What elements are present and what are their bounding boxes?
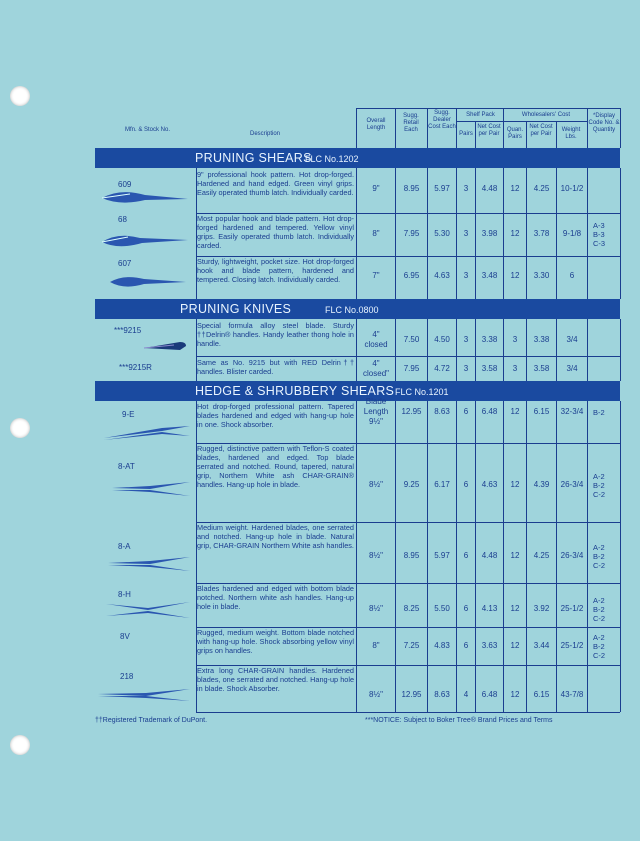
cell-weight: 9-1/8: [562, 229, 582, 238]
rule: [503, 108, 504, 148]
cell-pairs: 4: [463, 690, 469, 699]
header-quan: Quan. Pairs: [506, 127, 524, 140]
cell-pairs: 3: [463, 271, 469, 280]
stock-number: 8-H: [118, 590, 131, 599]
rule: [395, 108, 396, 148]
item-description: Extra long CHAR-GRAIN handles. Hardened blades, one serrated and notched. Hang-up hole in blade. Shock Absorber.: [197, 666, 354, 693]
cell-retail: 12.95: [401, 690, 422, 699]
cell-pairs: 6: [463, 551, 469, 560]
hedge-shear-9e-image: [102, 422, 192, 444]
cell-dealer: 4.50: [434, 335, 450, 344]
hedge-shear-8h-image: [104, 598, 192, 622]
cell-length: 8½": [369, 480, 383, 489]
cell-wnet: 4.25: [533, 551, 550, 560]
header-net-cost: Net Cost per Pair: [477, 124, 501, 137]
cell-net: 4.13: [481, 604, 498, 613]
cell-display-code: A-2 B-2 C-2: [593, 471, 606, 499]
cell-length: 8½": [369, 604, 383, 613]
section-title: PRUNING SHEARS: [195, 151, 312, 165]
cell-retail: 7.25: [403, 641, 420, 650]
cell-wnet: 3.92: [533, 604, 550, 613]
header-display: *Display Code No. & Quantity: [588, 113, 620, 133]
stock-number: 607: [118, 259, 132, 268]
cell-length: Blade Length 9½": [363, 397, 389, 426]
header-wnet: Net Cost per Pair: [529, 124, 553, 137]
header-overall-length: Overall Length: [366, 118, 386, 131]
hedge-shear-218-image: [96, 684, 192, 706]
stock-number: 68: [118, 215, 127, 224]
cell-dealer: 6.17: [434, 480, 450, 489]
hedge-shear-8a-image: [106, 553, 192, 575]
cell-net: 6.48: [481, 690, 498, 699]
pruning-shear-68-image: [100, 228, 190, 250]
cell-length: 8": [372, 641, 380, 650]
cell-wnet: 3.78: [533, 229, 550, 238]
rule: [427, 108, 428, 148]
rule: [356, 108, 357, 148]
cell-dealer: 8.63: [434, 407, 450, 416]
stock-number: 218: [120, 672, 134, 681]
cell-length: 4" closed: [364, 330, 388, 349]
rule: [587, 168, 588, 299]
cell-quan: 12: [510, 690, 520, 699]
cell-wnet: 3.38: [533, 335, 550, 344]
pruning-shear-609-image: [100, 186, 190, 208]
cell-pairs: 3: [463, 229, 469, 238]
section-band-pruning-knives: [95, 299, 620, 319]
cell-net: 4.48: [481, 551, 498, 560]
rule: [620, 168, 621, 299]
cell-retail: 8.95: [403, 184, 420, 193]
header-mfr-stock: Mfn. & Stock No.: [125, 127, 171, 133]
header-description: Description: [249, 131, 280, 137]
header-wholesalers: Wholesalers' Cost: [521, 112, 571, 118]
rule: [587, 401, 588, 712]
cell-weight: 32-3/4: [560, 407, 584, 416]
cell-weight: 25-1/2: [560, 641, 584, 650]
punch-hole: [10, 418, 30, 438]
header-shelf-pack: Shelf Pack: [466, 112, 495, 118]
cell-weight: 25-1/2: [560, 604, 584, 613]
item-description: 9" professional hook pattern. Hot drop-forged. Hardened and hand edged. Green vinyl grips. Easily operated thumb latch. Individually carded.: [197, 170, 354, 197]
stock-number: ***9215: [114, 326, 142, 335]
cell-net: 3.58: [481, 364, 498, 373]
rule: [475, 121, 476, 148]
section-flc: FLC No.1202: [305, 154, 359, 164]
cell-display-code: A-2 B-2 C-2: [593, 632, 606, 660]
header-pairs: Pairs: [459, 131, 473, 137]
item-description: Sturdy, lightweight, pocket size. Hot drop-forged hook and blade pattern, hardened and tempered. Closing latch. Individually carded.: [197, 257, 354, 284]
cell-weight: 26-3/4: [560, 551, 584, 560]
cell-display-code: A-3 B-3 C-3: [593, 220, 606, 248]
header-retail: Sugg. Retail Each: [403, 113, 419, 133]
cell-pairs: 6: [463, 641, 469, 650]
stock-number: 8V: [120, 632, 130, 641]
cell-weight: 6: [569, 271, 575, 280]
trademark-footnote: ††Registered Trademark of DuPont.: [95, 717, 208, 724]
cell-quan: 12: [510, 407, 520, 416]
section-title: PRUNING KNIVES: [180, 302, 292, 316]
cell-dealer: 5.97: [434, 551, 450, 560]
cell-pairs: 6: [463, 480, 469, 489]
cell-wnet: 6.15: [533, 407, 550, 416]
cell-wnet: 4.25: [533, 184, 550, 193]
rule: [620, 319, 621, 381]
cell-dealer: 4.83: [434, 641, 450, 650]
section-flc: FLC No.0800: [325, 305, 379, 315]
cell-length: 8½": [369, 690, 383, 699]
cell-wnet: 3.58: [533, 364, 550, 373]
cell-dealer: 4.63: [434, 271, 450, 280]
cell-pairs: 6: [463, 604, 469, 613]
cell-net: 3.98: [481, 229, 498, 238]
cell-retail: 12.95: [401, 407, 422, 416]
cell-quan: 3: [512, 335, 518, 344]
rule: [587, 108, 588, 148]
hedge-shear-8at-image: [110, 478, 192, 500]
cell-quan: 12: [510, 229, 520, 238]
rule: [620, 401, 621, 712]
notice-footnote: ***NOTICE: Subject to Boker Tree® Brand Prices and Terms: [365, 717, 553, 724]
cell-retail: 9.25: [403, 480, 420, 489]
cell-net: 4.63: [481, 480, 498, 489]
cell-dealer: 5.97: [434, 184, 450, 193]
punch-hole: [10, 86, 30, 106]
cell-quan: 3: [512, 364, 518, 373]
item-description: Rugged, medium weight. Bottom blade notched with hang-up hole. Shock absorbing yellow vinyl grips on handles.: [197, 628, 354, 655]
cell-net: 3.48: [481, 271, 498, 280]
cell-quan: 12: [510, 271, 520, 280]
punch-hole: [10, 735, 30, 755]
cell-net: 3.63: [481, 641, 498, 650]
rule: [196, 712, 620, 713]
cell-quan: 12: [510, 641, 520, 650]
cell-wnet: 6.15: [533, 690, 550, 699]
item-description: Rugged, distinctive pattern with Teflon-S coated blades, hardened and edged. Top blade serrated and notched. Round, tapered, natural grip, Northern White ash CHAR-GRAIN® handles. Hang-up hole in blade.: [197, 444, 354, 489]
cell-retail: 6.95: [403, 271, 420, 280]
cell-length: 7": [372, 271, 380, 280]
cell-net: 4.48: [481, 184, 498, 193]
stock-number: ***9215R: [119, 363, 152, 372]
cell-dealer: 4.72: [434, 364, 450, 373]
cell-net: 3.38: [481, 335, 498, 344]
stock-number: 8-AT: [118, 462, 135, 471]
stock-number: 8-A: [118, 542, 131, 551]
cell-weight: 10-1/2: [560, 184, 584, 193]
item-description: Blades hardened and edged with bottom blade notched. Northern white ash handles. Hang-up hole in blade.: [197, 584, 354, 611]
cell-pairs: 6: [463, 407, 469, 416]
cell-quan: 12: [510, 480, 520, 489]
section-flc: FLC No.1201: [395, 387, 449, 397]
cell-dealer: 8.63: [434, 690, 450, 699]
item-description: Medium weight. Hardened blades, one serrated and notched. Hang-up hole in blade. Natural grip, CHAR-GRAIN Northern White ash handles.: [197, 523, 354, 550]
pruning-knife-9215-image: [140, 336, 190, 356]
cell-weight: 3/4: [566, 364, 578, 373]
stock-number: 609: [118, 180, 132, 189]
rule: [587, 319, 588, 381]
cell-weight: 43-7/8: [560, 690, 584, 699]
cell-display-code: A-2 B-2 C-2: [593, 542, 606, 570]
cell-weight: 26-3/4: [560, 480, 584, 489]
cell-length: 8": [372, 229, 380, 238]
cell-length: 8½": [369, 551, 383, 560]
cell-pairs: 3: [463, 364, 469, 373]
cell-dealer: 5.50: [434, 604, 450, 613]
cell-quan: 12: [510, 551, 520, 560]
cell-length: 9": [372, 184, 380, 193]
cell-quan: 12: [510, 604, 520, 613]
cell-dealer: 5.30: [434, 229, 450, 238]
rule: [526, 121, 527, 148]
cell-retail: 7.95: [403, 364, 420, 373]
stock-number: 9-E: [122, 410, 135, 419]
cell-display-code: A-2 B-2 C-2: [593, 595, 606, 623]
cell-wnet: 4.39: [533, 480, 550, 489]
cell-net: 6.48: [481, 407, 498, 416]
pruning-shear-607-image: [108, 270, 188, 292]
item-description: Most popular hook and blade pattern. Hot drop-forged hardened and tempered. Yellow vinyl grips. Easily operated thumb latch. Individually carded.: [197, 214, 354, 250]
cell-retail: 8.25: [403, 604, 420, 613]
rule: [620, 108, 621, 148]
cell-display-code: B-2: [593, 407, 605, 417]
cell-pairs: 3: [463, 184, 469, 193]
cell-wnet: 3.44: [533, 641, 550, 650]
section-title: HEDGE & SHRUBBERY SHEARS: [195, 384, 395, 398]
rule: [556, 121, 557, 148]
rule: [456, 108, 457, 148]
cell-retail: 8.95: [403, 551, 420, 560]
cell-pairs: 3: [463, 335, 469, 344]
cell-retail: 7.50: [403, 335, 420, 344]
cell-length: 4" closed": [363, 359, 389, 378]
cell-weight: 3/4: [566, 335, 578, 344]
header-weight: Weight Lbs.: [561, 127, 581, 140]
section-band-pruning-shears: [95, 148, 620, 168]
cell-quan: 12: [510, 184, 520, 193]
item-description: Special formula alloy steel blade. Sturdy ††Delrin® handles. Handy leather thong hole in handle.: [197, 321, 354, 348]
header-dealer: Sugg. Dealer Cost Each: [428, 110, 456, 130]
item-description: Hot drop-forged professional pattern. Tapered blades hardened and edged with hang-up hole in one. Shock absorber.: [197, 402, 354, 429]
cell-wnet: 3.30: [533, 271, 550, 280]
cell-retail: 7.95: [403, 229, 420, 238]
item-description: Same as No. 9215 but with RED Delrin†† handles. Blister carded.: [197, 358, 354, 376]
